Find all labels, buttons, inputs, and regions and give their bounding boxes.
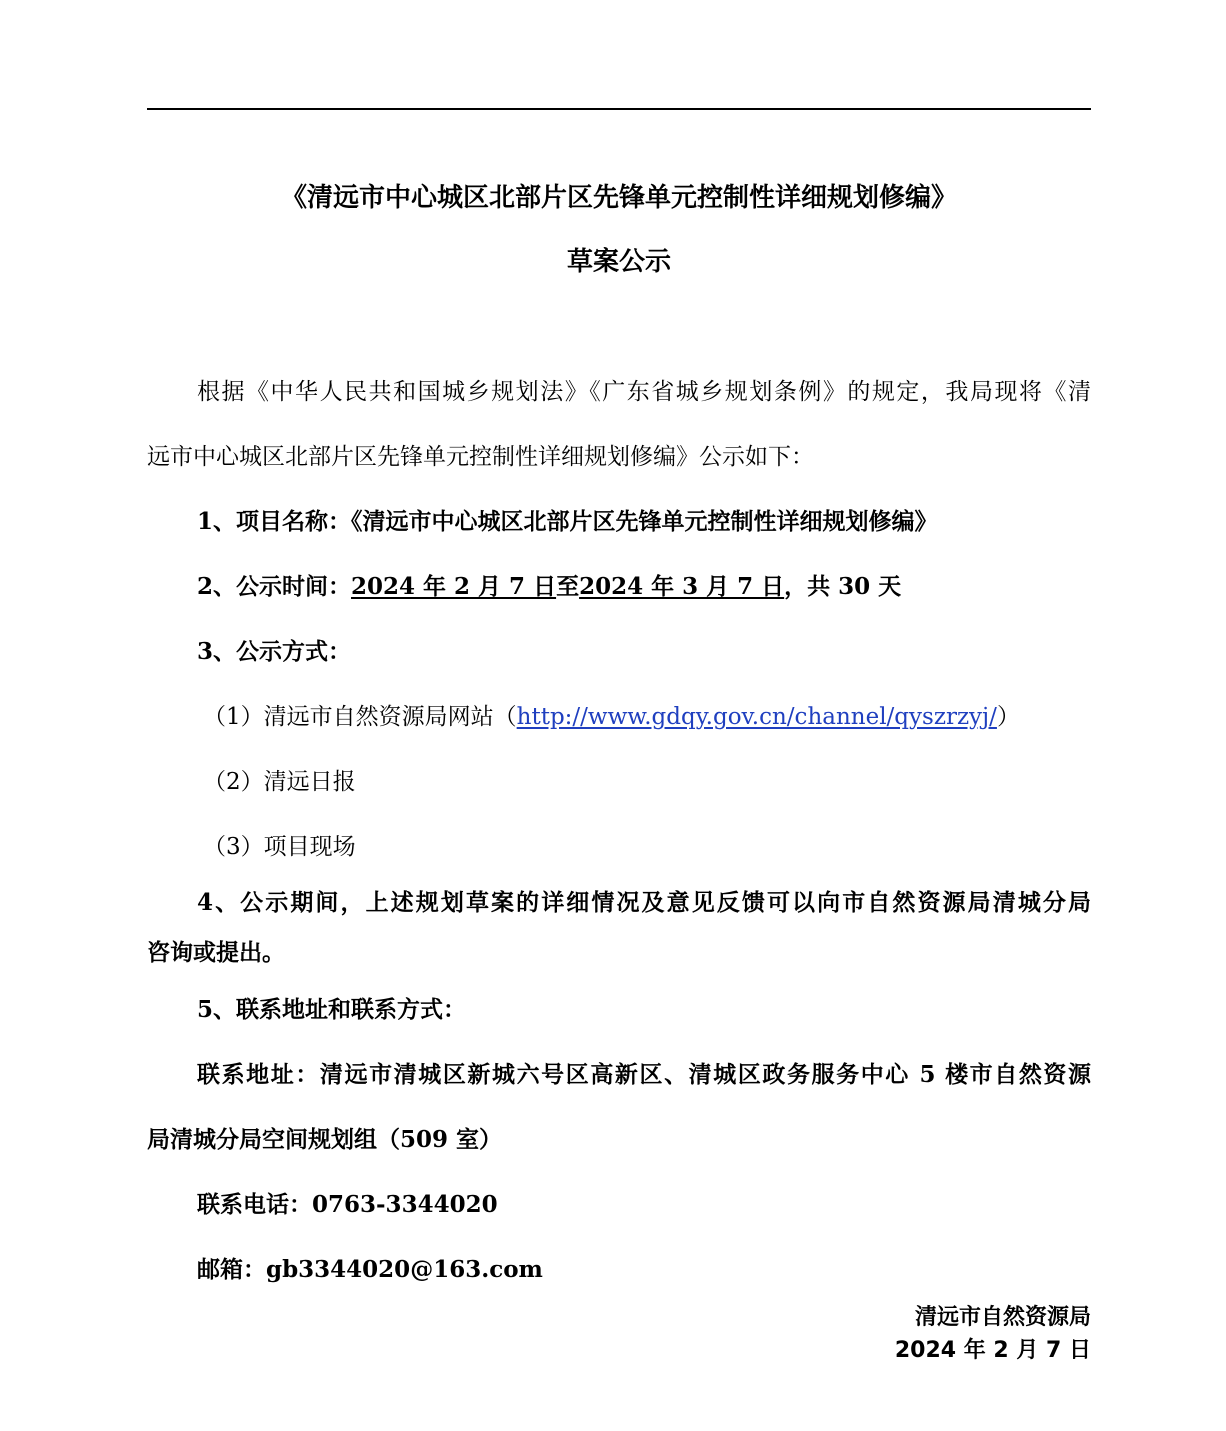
period-to: 至 bbox=[556, 573, 580, 600]
document-title: 《清远市中心城区北部片区先锋单元控制性详细规划修编》 bbox=[280, 183, 957, 213]
website-link[interactable]: http://www.gdqy.gov.cn/channel/qyszrzyj/ bbox=[516, 704, 997, 730]
period-suffix: ，共 30 天 bbox=[784, 573, 902, 600]
contact-phone: 联系电话：0763-3344020 bbox=[197, 1191, 498, 1218]
method-website bbox=[147, 701, 1091, 733]
header-rule bbox=[147, 108, 1091, 110]
item-publicity-methods: 3、公示方式： bbox=[197, 638, 352, 665]
method-newspaper: （2）清远日报 bbox=[203, 769, 356, 795]
signature-org: 清远市自然资源局 bbox=[914, 1305, 1091, 1330]
item-project-name: 1、项目名称：《清远市中心城区北部片区先锋单元控制性详细规划修编》 bbox=[197, 508, 938, 535]
contact-email: 邮箱：gb3344020@163.com bbox=[197, 1256, 543, 1283]
signature-date: 2024 年 2 月 7 日 bbox=[894, 1338, 1091, 1363]
intro-line-1: 根据《中华人民共和国城乡规划法》《广东省城乡规划条例》的规定，我局现将《清 bbox=[197, 379, 1091, 405]
item-feedback-line-1: 4、公示期间，上述规划草案的详细情况及意见反馈可以向市自然资源局清城分局 bbox=[197, 889, 1091, 916]
method-website-label: （1）清远市自然资源局网站（ bbox=[203, 704, 517, 730]
item-publicity-period bbox=[147, 571, 1091, 603]
period-prefix: 2、公示时间： bbox=[197, 573, 352, 600]
intro-line-2: 远市中心城区北部片区先锋单元控制性详细规划修编》公示如下： bbox=[147, 444, 814, 470]
item-contact-label: 5、联系地址和联系方式： bbox=[197, 996, 467, 1023]
contact-address-line-2: 局清城分局空间规划组（509 室） bbox=[147, 1126, 503, 1153]
period-end-date: 2024 年 3 月 7 日 bbox=[579, 573, 785, 600]
document-subtitle: 草案公示 bbox=[566, 247, 671, 277]
period-start-date: 2024 年 2 月 7 日 bbox=[351, 573, 557, 600]
contact-address-line-1: 联系地址：清远市清城区新城六号区高新区、清城区政务服务中心 5 楼市自然资源 bbox=[197, 1061, 1091, 1088]
method-site: （3）项目现场 bbox=[203, 834, 356, 860]
method-website-close: ） bbox=[996, 704, 1020, 730]
item-feedback-line-2: 咨询或提出。 bbox=[147, 939, 285, 966]
